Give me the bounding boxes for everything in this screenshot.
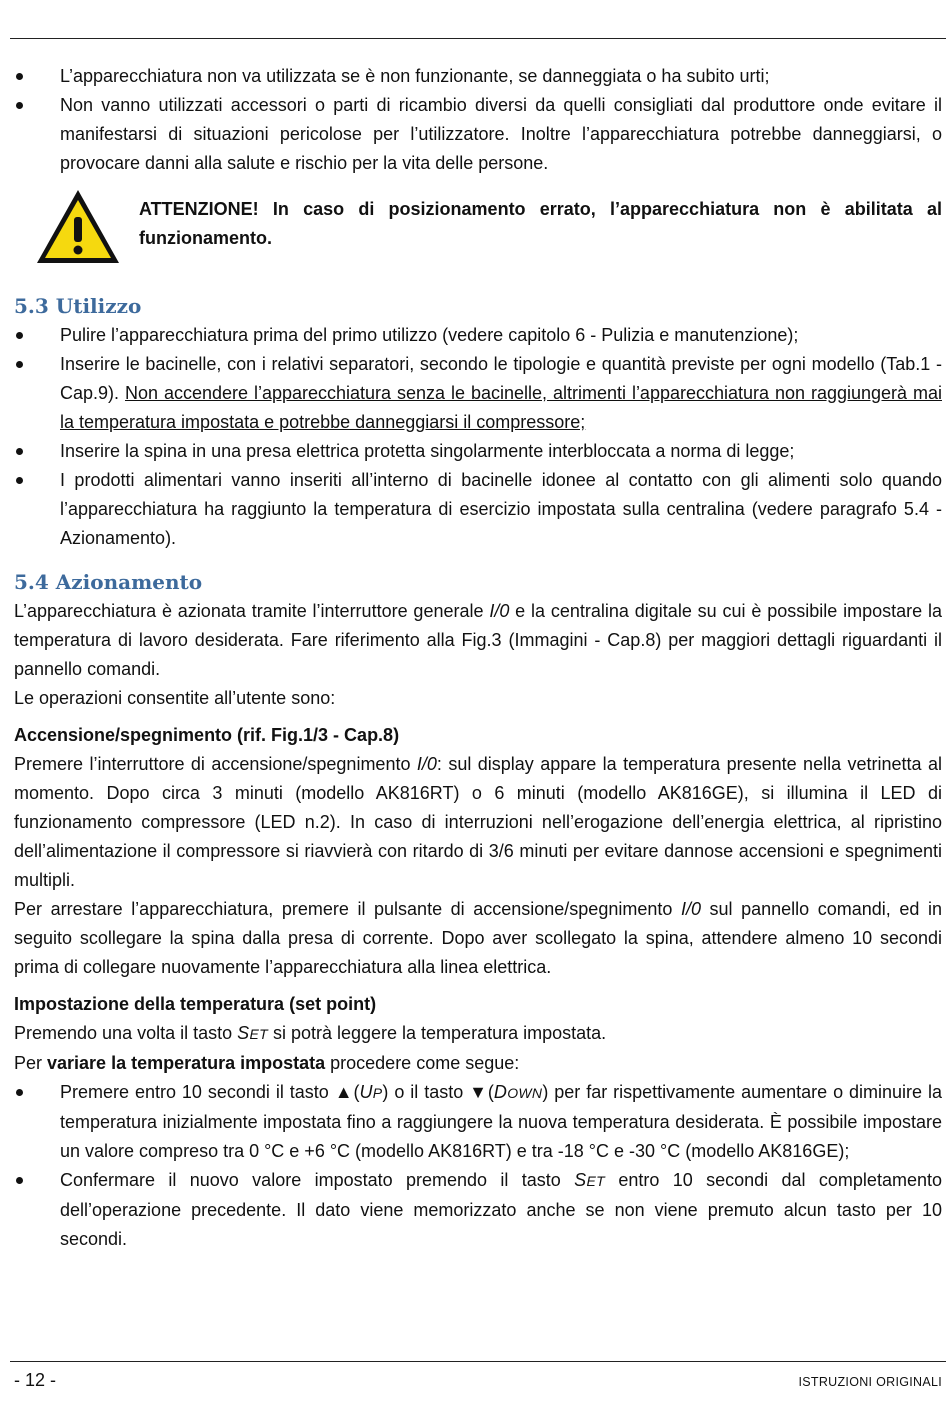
text: : sul display appare la temperatura presente nella vetrinetta al momento. Dopo circa 3 minuti (modello AK816RT) o 6 minuti (modello AK816GE), si illumina il LED di funzionamento compressore (LED n.2). In caso di interruzioni nell’erogazione dell’energia elettrica, al ripristino dell’alimentazione il compressore si riavvierà con ritardo di 3/6 minuti per evitare dannose accensioni e spegnimenti multipli. xyxy=(14,754,942,890)
list-item: Pulire l’apparecchiatura prima del primo utilizzo (vedere capitolo 6 - Pulizia e manutenzione); xyxy=(14,321,942,350)
text: ) per far rispettivamente aumentare o diminuire la temperatura inizialmente impostata fino a raggiungere la nuova temperatura desiderata. È possibile impostare un valore compreso tra 0 °C e +6 °C (modello AK816RT) e tra -18 °C e -30 °C (modello AK816GE); xyxy=(60,1082,942,1161)
text: ) o il tasto xyxy=(382,1082,470,1102)
text: si potrà leggere la temperatura impostata. xyxy=(267,1023,607,1043)
bold-text: variare la temperatura impostata xyxy=(47,1053,326,1073)
underlined-warning-text: Non accendere l’apparecchiatura senza le bacinelle, altrimenti l’apparecchiatura non raggiungerà mai la temperatura impostata e potrebbe danneggiarsi il compressore; xyxy=(60,383,942,432)
list-item: Inserire la spina in una presa elettrica protetta singolarmente interbloccata a norma di legge; xyxy=(14,437,942,466)
key-rest: ET xyxy=(586,1173,605,1189)
key-initial: S xyxy=(574,1170,587,1190)
subheading-onoff: Accensione/spegnimento (rif. Fig.1/3 - Cap.8) xyxy=(14,725,400,745)
list-item xyxy=(14,350,942,437)
item-text: Inserire le bacinelle, con i relativi separatori, secondo le tipologie e quantità previste per ogni modello (Tab.1 - Cap.9). xyxy=(60,354,942,403)
key-set-label xyxy=(574,1170,605,1190)
temperature-list xyxy=(14,1078,942,1254)
warning-text: ATTENZIONE! In caso di posizionamento errato, l’apparecchiatura non è abilitata al funzionamento. xyxy=(139,199,942,248)
down-arrow-icon: ▼ xyxy=(469,1082,488,1102)
section-heading-5-3: 5.3 Utilizzo xyxy=(14,294,142,318)
up-arrow-icon: ▲ xyxy=(334,1082,354,1102)
footer-rule xyxy=(10,1361,946,1362)
key-rest: OWN xyxy=(507,1085,543,1101)
section-heading-5-4: 5.4 Azionamento xyxy=(14,570,203,594)
switch-label: I/0 xyxy=(489,601,510,621)
key-down-label xyxy=(493,1082,543,1102)
temperature-paragraph-2 xyxy=(14,1049,942,1078)
list-item xyxy=(14,1166,942,1254)
subheading-temperature: Impostazione della temperatura (set point) xyxy=(14,994,377,1014)
footer-label: ISTRUZIONI ORIGINALI xyxy=(798,1375,942,1389)
page-content xyxy=(14,62,942,1254)
key-up-label xyxy=(359,1082,383,1102)
key-initial: S xyxy=(237,1023,250,1043)
text: ( xyxy=(487,1082,494,1102)
warning-box xyxy=(14,195,942,275)
warning-triangle-icon xyxy=(34,187,122,267)
key-set-label xyxy=(237,1023,268,1043)
temperature-paragraph-1 xyxy=(14,1019,942,1049)
text: Per xyxy=(14,1053,48,1073)
text: procedere come segue: xyxy=(325,1053,520,1073)
onoff-paragraph-2 xyxy=(14,895,942,982)
text: L’apparecchiatura è azionata tramite l’interruttore generale xyxy=(14,601,490,621)
key-rest: P xyxy=(372,1085,383,1101)
page-number: - 12 - xyxy=(14,1370,57,1390)
section-5-4-intro xyxy=(14,597,942,684)
text: e la centralina digitale su cui è possibile impostare la temperatura di lavoro desiderata. Fare riferimento alla Fig.3 (Immagini - Cap.8) per maggiori dettagli riguardanti il pannello comandi. xyxy=(14,601,942,679)
section-5-4-intro-2: Le operazioni consentite all’utente sono: xyxy=(14,688,336,708)
key-initial: D xyxy=(493,1082,508,1102)
onoff-paragraph-1 xyxy=(14,750,942,895)
list-item: L’apparecchiatura non va utilizzata se è non funzionante, se danneggiata o ha subito urti; xyxy=(14,62,942,91)
key-rest: ET xyxy=(249,1026,268,1042)
text: Confermare il nuovo valore impostato premendo il tasto xyxy=(60,1170,575,1190)
key-initial: U xyxy=(359,1082,373,1102)
text: Premere l’interruttore di accensione/spegnimento xyxy=(14,754,417,774)
list-item: I prodotti alimentari vanno inseriti all’interno di bacinelle idonee al contatto con gli alimenti solo quando l’apparecchiatura ha raggiunto la temperatura di esercizio impostata sulla centralina (vedere paragrafo 5.4 - Azionamento). xyxy=(14,466,942,553)
text: Premere entro 10 secondi il tasto xyxy=(60,1082,335,1102)
text: sul pannello comandi, ed in seguito scollegare la spina dalla presa di corrente. Dopo aver scollegato la spina, attendere almeno 10 secondi prima di collegare nuovamente l’apparecchiatura alla linea elettrica. xyxy=(14,899,942,977)
text: Per arrestare l’apparecchiatura, premere il pulsante di accensione/spegnimento xyxy=(14,899,681,919)
text: entro 10 secondi dal completamento dell’operazione precedente. Il dato viene memorizzato anche se non viene premuto alcun tasto per 10 secondi. xyxy=(60,1170,942,1249)
switch-label: I/0 xyxy=(416,754,437,774)
header-rule xyxy=(10,38,946,39)
list-item xyxy=(14,1078,942,1166)
switch-label: I/0 xyxy=(680,899,701,919)
text: Premendo una volta il tasto xyxy=(14,1023,238,1043)
top-bullet-list xyxy=(14,62,942,178)
section-5-3-list xyxy=(14,321,942,553)
text: ( xyxy=(353,1082,360,1102)
list-item: Non vanno utilizzati accessori o parti di ricambio diversi da quelli consigliati dal produttore onde evitare il manifestarsi di situazioni pericolose per l’utilizzatore. Inoltre l’apparecchiatura potrebbe danneggiarsi, o provocare danni alla salute e rischio per la vita delle persone. xyxy=(14,91,942,178)
